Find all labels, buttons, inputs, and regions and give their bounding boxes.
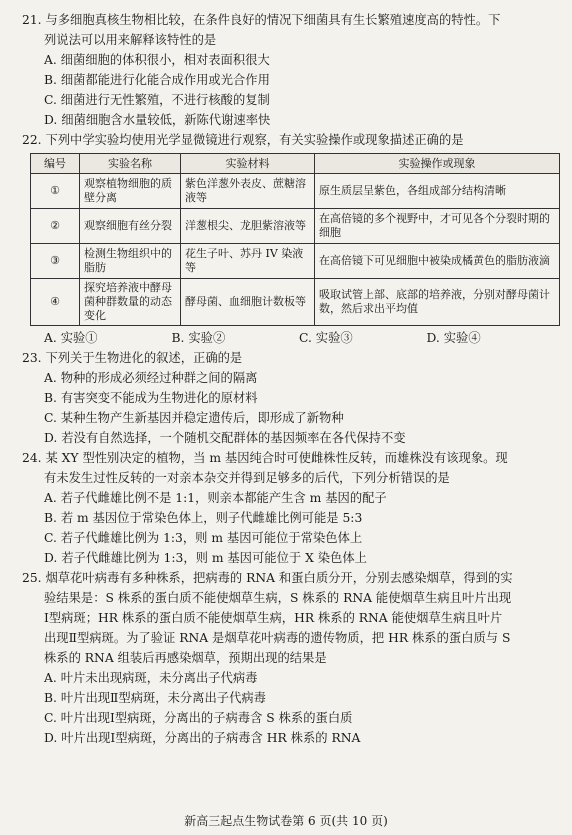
table-cell-id: ② bbox=[31, 209, 80, 244]
question-24-option-a: A. 若子代雌雄比例不是 1:1，则亲本都能产生含 m 基因的配子 bbox=[44, 491, 387, 505]
question-23-option-b: B. 有害突变不能成为生物进化的原材料 bbox=[44, 391, 258, 405]
question-21-option-a: A. 细菌细胞的体积很小，相对表面积很大 bbox=[44, 53, 270, 67]
table-cell-material: 酵母菌、血细胞计数板等 bbox=[181, 279, 315, 326]
question-25-stem-4: 出现Ⅱ型病斑。为了验证 RNA 是烟草花叶病毒的遗传物质，把 HR 株系的蛋白质与 S bbox=[44, 631, 511, 645]
question-24-option-c: C. 若子代雌雄比例为 1:3，则 m 基因可能位于常染色体上 bbox=[44, 531, 363, 545]
table-cell-name: 观察植物细胞的质壁分离 bbox=[80, 174, 181, 209]
question-23-option-d: D. 若没有自然选择，一个随机交配群体的基因频率在各代保持不变 bbox=[44, 431, 406, 445]
table-header: 实验材料 bbox=[181, 154, 315, 174]
question-25-stem-5: 株系的 RNA 组装后再感染烟草，预期出现的结果是 bbox=[44, 651, 327, 665]
table-cell-name: 观察细胞有丝分裂 bbox=[80, 209, 181, 244]
question-22-stem: 22. 下列中学实验均使用光学显微镜进行观察，有关实验操作或现象描述正确的是 bbox=[22, 133, 464, 147]
question-25-stem-1: 25. 烟草花叶病毒有多种株系，把病毒的 RNA 和蛋白质分开，分别去感染烟草，得到的实 bbox=[22, 571, 513, 585]
table-row bbox=[31, 209, 560, 244]
table-cell-observation: 在高倍镜下可见细胞中被染成橘黄色的脂肪液滴 bbox=[315, 244, 560, 279]
table-cell-observation: 在高倍镜的多个视野中，才可见各个分裂时期的细胞 bbox=[315, 209, 560, 244]
question-24-option-d: D. 若子代雌雄比例为 1:3，则 m 基因可能位于 X 染色体上 bbox=[44, 551, 367, 565]
question-24-stem-2: 有未发生过性反转的一对亲本杂交并得到足够多的后代，下列分析错误的是 bbox=[44, 471, 450, 485]
table-header: 实验操作或现象 bbox=[315, 154, 560, 174]
experiment-table bbox=[30, 153, 560, 326]
table-row bbox=[31, 279, 560, 326]
table-cell-id: ③ bbox=[31, 244, 80, 279]
table-row bbox=[31, 244, 560, 279]
question-25-option-b: B. 叶片出现Ⅱ型病斑，未分离出子代病毒 bbox=[44, 691, 266, 705]
question-25-option-d: D. 叶片出现Ⅰ型病斑，分离出的子病毒含 HR 株系的 RNA bbox=[44, 731, 361, 745]
table-header: 编号 bbox=[31, 154, 80, 174]
question-21-option-c: C. 细菌进行无性繁殖，不进行核酸的复制 bbox=[44, 93, 270, 107]
table-header-row bbox=[31, 154, 560, 174]
page-footer: 新高三起点生物试卷第 6 页(共 10 页) bbox=[184, 814, 388, 828]
question-21-option-d: D. 细菌细胞含水量较低，新陈代谢速率快 bbox=[44, 113, 271, 127]
question-23-stem: 23. 下列关于生物进化的叙述，正确的是 bbox=[22, 351, 243, 365]
question-21-stem-2: 列说法可以用来解释该特性的是 bbox=[44, 33, 217, 47]
table-cell-name: 检测生物组织中的脂肪 bbox=[80, 244, 181, 279]
question-23 bbox=[22, 348, 554, 448]
question-23-option-a: A. 物种的形成必须经过种群之间的隔离 bbox=[44, 371, 258, 385]
table-cell-material: 洋葱根尖、龙胆紫溶液等 bbox=[181, 209, 315, 244]
question-25-stem-3: Ⅰ型病斑；HR 株系的蛋白质不能使烟草生病，HR 株系的 RNA 能使烟草生病且叶片 bbox=[44, 611, 503, 625]
question-25-stem-2: 验结果是：S 株系的蛋白质不能使烟草生病，S 株系的 RNA 能使烟草生病且叶片出现 bbox=[44, 591, 512, 605]
question-22-option-a: A. 实验① bbox=[44, 331, 98, 345]
question-22-option-b: B. 实验② bbox=[171, 331, 226, 345]
question-24-stem-1: 24. 某 XY 型性别决定的植物，当 m 基因纯合时可使雌株性反转，而雄株没有该现象。现 bbox=[22, 451, 508, 465]
question-24-option-b: B. 若 m 基因位于常染色体上，则子代雌雄比例可能是 5:3 bbox=[44, 511, 363, 525]
question-21 bbox=[22, 10, 554, 130]
table-cell-observation: 原生质层呈紫色，各组成部分结构清晰 bbox=[315, 174, 560, 209]
question-22-options bbox=[44, 328, 554, 348]
question-25-option-c: C. 叶片出现Ⅰ型病斑，分离出的子病毒含 S 株系的蛋白质 bbox=[44, 711, 353, 725]
question-24 bbox=[22, 448, 554, 568]
question-25-option-a: A. 叶片未出现病斑，未分离出子代病毒 bbox=[44, 671, 258, 685]
table-cell-name: 探究培养液中酵母菌种群数量的动态变化 bbox=[80, 279, 181, 326]
table-header: 实验名称 bbox=[80, 154, 181, 174]
table-cell-observation: 吸取试管上部、底部的培养液，分别对酵母菌计数，然后求出平均值 bbox=[315, 279, 560, 326]
question-22-option-c: C. 实验③ bbox=[299, 331, 353, 345]
table-cell-id: ④ bbox=[31, 279, 80, 326]
question-21-option-b: B. 细菌都能进行化能合成作用或光合作用 bbox=[44, 73, 270, 87]
table-cell-material: 紫色洋葱外表皮、蔗糖溶液等 bbox=[181, 174, 315, 209]
question-22-option-d: D. 实验④ bbox=[426, 331, 481, 345]
question-21-stem-1: 21. 与多细胞真核生物相比较，在条件良好的情况下细菌具有生长繁殖速度高的特性。下 bbox=[22, 13, 501, 27]
question-22 bbox=[22, 130, 554, 348]
table-row bbox=[31, 174, 560, 209]
table-cell-material: 花生子叶、苏丹 IV 染液等 bbox=[181, 244, 315, 279]
question-25 bbox=[22, 568, 554, 748]
question-23-option-c: C. 某种生物产生新基因并稳定遗传后，即形成了新物种 bbox=[44, 411, 344, 425]
table-cell-id: ① bbox=[31, 174, 80, 209]
